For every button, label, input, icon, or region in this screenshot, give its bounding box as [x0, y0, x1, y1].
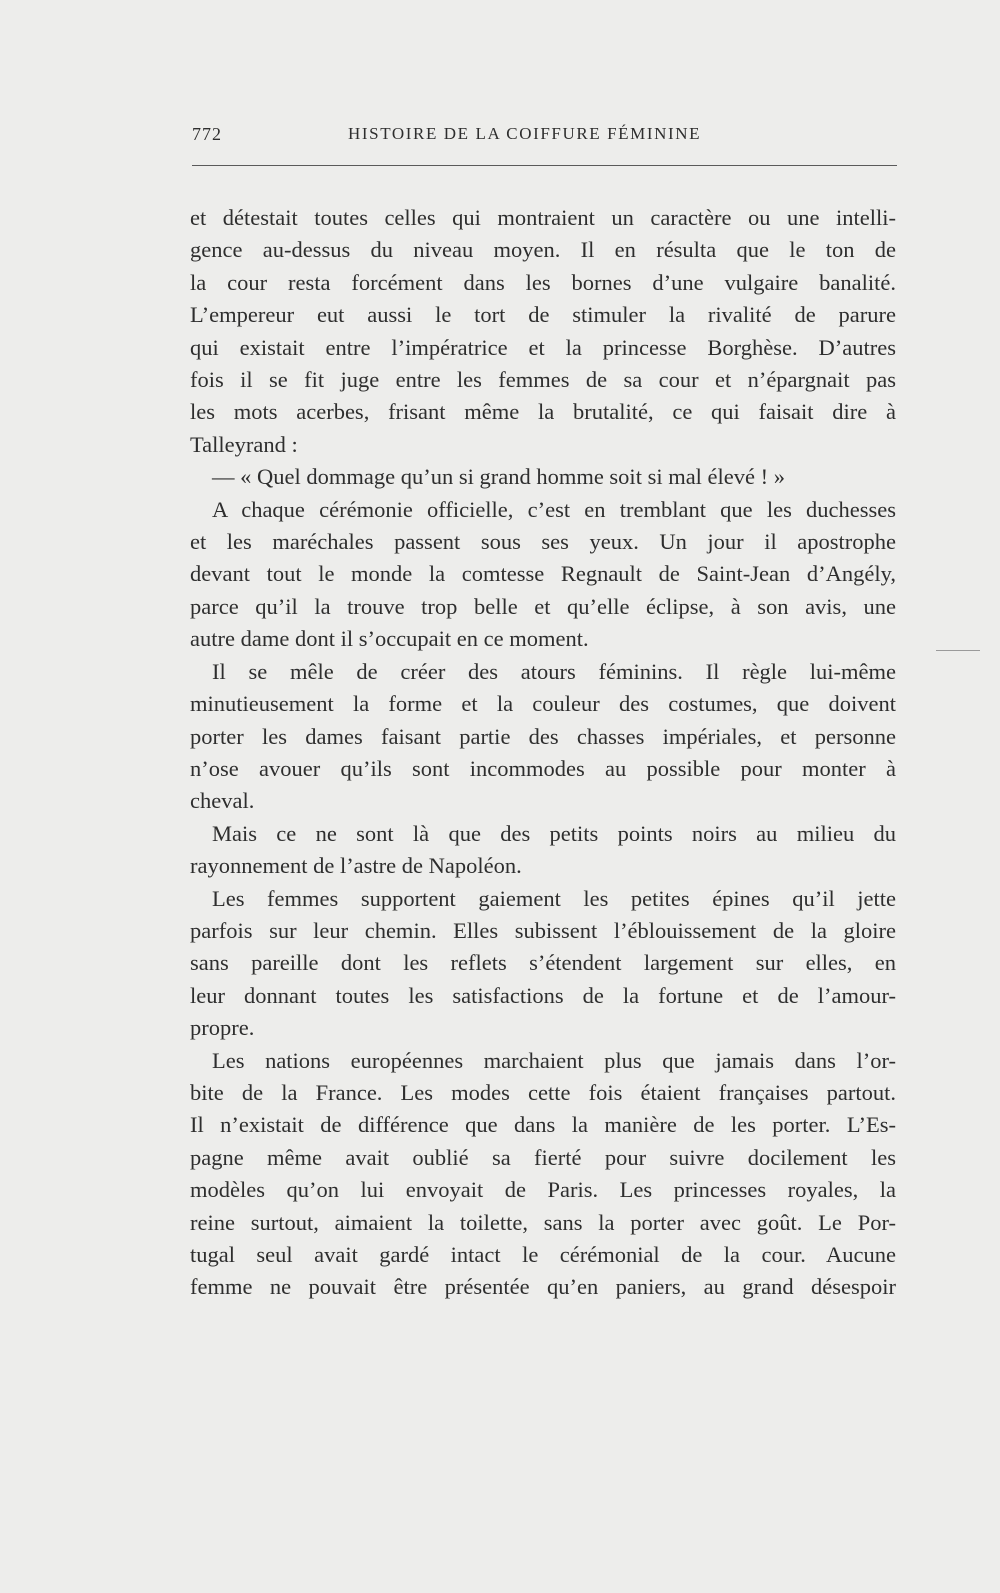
text-line: femme ne pouvait être présentée qu’en paniers, au grand désespoir	[190, 1274, 896, 1300]
margin-mark	[936, 650, 980, 651]
header-rule	[192, 165, 897, 166]
text-line: Il n’existait de différence que dans la manière de les porter. L’Es-	[190, 1112, 896, 1138]
text-line: reine surtout, aimaient la toilette, sans la porter avec goût. Le Por-	[190, 1209, 896, 1235]
text-line: la cour resta forcément dans les bornes d’une vulgaire banalité.	[190, 269, 896, 295]
text-line: L’empereur eut aussi le tort de stimuler la rivalité de parure	[190, 302, 896, 328]
paragraph-1	[190, 202, 896, 461]
paragraph-5	[190, 883, 896, 1045]
text-line: leur donnant toutes les satisfactions de la fortune et de l’amour-	[190, 982, 896, 1008]
text-line: gence au-dessus du niveau moyen. Il en résulta que le ton de	[190, 237, 896, 263]
page-header	[192, 124, 897, 154]
text-line: Talleyrand :	[190, 431, 298, 457]
text-line: bite de la France. Les modes cette fois étaient françaises partout.	[190, 1079, 896, 1105]
paragraph-4	[190, 818, 896, 883]
paragraph-3	[190, 656, 896, 818]
page-number: 772	[192, 124, 222, 144]
text-line: modèles qu’on lui envoyait de Paris. Les princesses royales, la	[190, 1177, 896, 1203]
text-line: Il se mêle de créer des atours féminins. Il règle lui-même	[212, 658, 896, 684]
text-line: les mots acerbes, frisant même la brutalité, ce qui faisait dire à	[190, 399, 896, 425]
text-line: autre dame dont il s’occupait en ce moment.	[190, 626, 589, 652]
text-line: parfois sur leur chemin. Elles subissent l’éblouissement de la gloire	[190, 917, 896, 943]
text-line: pagne même avait oublié sa fierté pour suivre docilement les	[190, 1144, 896, 1170]
quotation	[190, 461, 896, 493]
text-line: tugal seul avait gardé intact le cérémonial de la cour. Aucune	[190, 1242, 896, 1267]
text-line: — « Quel dommage qu’un si grand homme soit si mal élevé ! »	[212, 464, 786, 490]
text-line: Les nations européennes marchaient plus que jamais dans l’or-	[212, 1047, 896, 1073]
text-line: porter les dames faisant partie des chasses impériales, et personne	[190, 723, 896, 749]
text-line: cheval.	[190, 788, 255, 814]
text-line: Les femmes supportent gaiement les petites épines qu’il jette	[212, 885, 896, 911]
text-line: propre.	[190, 1015, 255, 1041]
text-line: fois il se fit juge entre les femmes de sa cour et n’épargnait pas	[190, 367, 896, 393]
text-line: A chaque cérémonie officielle, c’est en tremblant que les duchesses	[212, 496, 896, 522]
paragraph-6	[190, 1045, 896, 1304]
text-line: sans pareille dont les reflets s’étendent largement sur elles, en	[190, 950, 896, 976]
text-line: et détestait toutes celles qui montraient un caractère ou une intelli-	[190, 205, 896, 230]
text-line: qui existait entre l’impératrice et la princesse Borghèse. D’autres	[190, 334, 896, 360]
text-line: n’ose avouer qu’ils sont incommodes au possible pour monter à	[190, 755, 896, 781]
text-line: Mais ce ne sont là que des petits points noirs au milieu du	[212, 820, 896, 846]
paragraph-2	[190, 494, 896, 656]
text-line: et les maréchales passent sous ses yeux. Un jour il apostrophe	[190, 529, 896, 555]
body-text	[190, 202, 896, 1304]
text-line: minutieusement la forme et la couleur des costumes, que doivent	[190, 691, 896, 717]
text-line: rayonnement de l’astre de Napoléon.	[190, 853, 522, 879]
text-line: devant tout le monde la comtesse Regnault de Saint-Jean d’Angély,	[190, 561, 896, 587]
running-title: HISTOIRE DE LA COIFFURE FÉMININE	[348, 124, 702, 143]
text-line: parce qu’il la trouve trop belle et qu’elle éclipse, à son avis, une	[190, 593, 896, 619]
